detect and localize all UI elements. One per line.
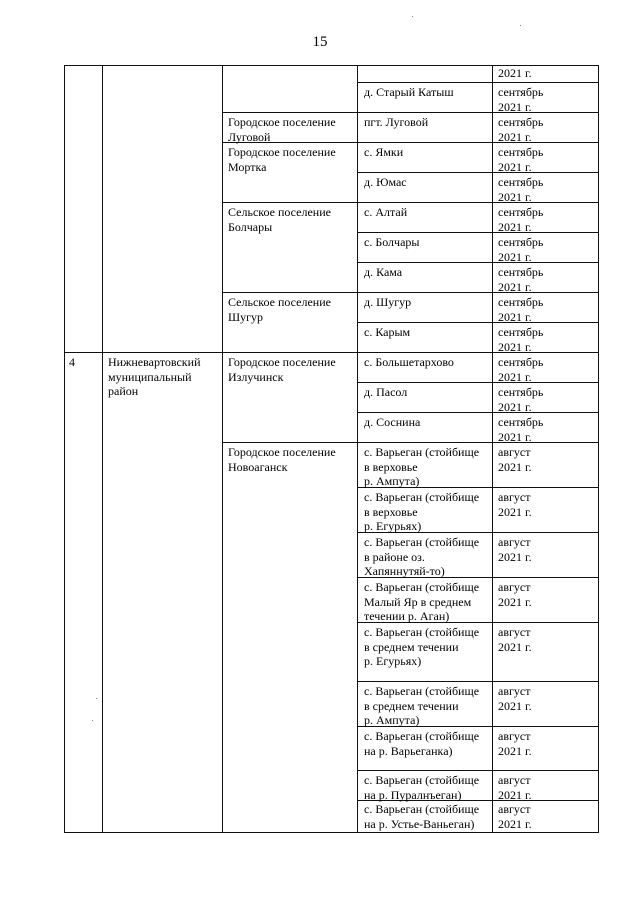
cell-locality: с. Варьеган (стойбище в среднем течении р. Ампута) bbox=[364, 684, 480, 727]
cell-number: 4 bbox=[69, 355, 75, 369]
cell-locality: с. Варьеган (стойбище в верховье р. Ампута) bbox=[364, 445, 480, 488]
scan-speck bbox=[412, 16, 413, 17]
cell-locality: д. Кама bbox=[364, 265, 403, 279]
cell-locality: с. Карым bbox=[364, 325, 411, 339]
cell-date: сентябрь 2021 г. bbox=[498, 325, 544, 354]
cell-date: август 2021 г. bbox=[498, 773, 532, 802]
cell-settlement: Сельское поселение Шугур bbox=[228, 295, 331, 324]
cell-locality: с. Варьеган (стойбище в районе оз. Хапяннутяй-то) bbox=[364, 535, 480, 578]
cell-locality: с. Ямки bbox=[364, 145, 404, 159]
cell-date: сентябрь 2021 г. bbox=[498, 235, 544, 264]
cell-date: август 2021 г. bbox=[498, 684, 532, 713]
cell-locality: с. Большетархово bbox=[364, 355, 454, 369]
cell-date: август 2021 г. bbox=[498, 729, 532, 758]
cell-date: сентябрь 2021 г. bbox=[498, 145, 544, 174]
cell-settlement: Городское поселение Излучинск bbox=[228, 355, 336, 384]
cell-locality: с. Варьеган (стойбище в верховье р. Егурьях) bbox=[364, 490, 480, 533]
cell-date: сентябрь 2021 г. bbox=[498, 385, 544, 414]
cell-locality: с. Варьеган (стойбище на р. Устье-Ваньеган) bbox=[364, 802, 480, 831]
cell-locality: д. Юмас bbox=[364, 175, 407, 189]
scan-speck bbox=[92, 720, 93, 721]
cell-district: Нижневартовский муниципальный район bbox=[108, 355, 201, 398]
cell-date: сентябрь 2021 г. bbox=[498, 175, 544, 204]
cell-date: август 2021 г. bbox=[498, 802, 532, 831]
cell-locality: д. Старый Катыш bbox=[364, 85, 454, 99]
cell-date: 2021 г. bbox=[498, 66, 532, 80]
cell-locality: с. Варьеган (стойбище в среднем течении р. Егурьях) bbox=[364, 625, 480, 668]
scan-speck bbox=[520, 25, 521, 26]
cell-date: август 2021 г. bbox=[498, 580, 532, 609]
cell-locality: д. Шугур bbox=[364, 295, 412, 309]
cell-date: август 2021 г. bbox=[498, 490, 532, 519]
cell-settlement: Городское поселение Новоаганск bbox=[228, 445, 336, 474]
cell-date: август 2021 г. bbox=[498, 535, 532, 564]
cell-date: сентябрь 2021 г. bbox=[498, 415, 544, 444]
cell-locality: д. Пасол bbox=[364, 385, 408, 399]
cell-locality: с. Алтай bbox=[364, 205, 408, 219]
cell-settlement: Городское поселение Мортка bbox=[228, 145, 336, 174]
cell-settlement: Сельское поселение Болчары bbox=[228, 205, 331, 234]
cell-date: август 2021 г. bbox=[498, 625, 532, 654]
cell-locality: пгт. Луговой bbox=[364, 115, 429, 129]
cell-date: сентябрь 2021 г. bbox=[498, 115, 544, 144]
cell-locality: с. Болчары bbox=[364, 235, 420, 249]
cell-locality: с. Варьеган (стойбище на р. Варьеганка) bbox=[364, 729, 480, 758]
cell-date: сентябрь 2021 г. bbox=[498, 295, 544, 324]
cell-settlement: Городское поселение Луговой bbox=[228, 115, 336, 144]
scan-speck bbox=[96, 698, 97, 699]
cell-locality: с. Варьеган (стойбище Малый Яр в среднем течении р. Аган) bbox=[364, 580, 480, 623]
cell-date: сентябрь 2021 г. bbox=[498, 85, 544, 114]
cell-date: сентябрь 2021 г. bbox=[498, 355, 544, 384]
cell-date: сентябрь 2021 г. bbox=[498, 265, 544, 294]
cell-locality: д. Соснина bbox=[364, 415, 421, 429]
cell-date: сентябрь 2021 г. bbox=[498, 205, 544, 234]
cell-locality: с. Варьеган (стойбище на р. Пуралнъеган) bbox=[364, 773, 480, 802]
cell-date: август 2021 г. bbox=[498, 445, 532, 474]
page-number: 15 bbox=[312, 34, 328, 50]
